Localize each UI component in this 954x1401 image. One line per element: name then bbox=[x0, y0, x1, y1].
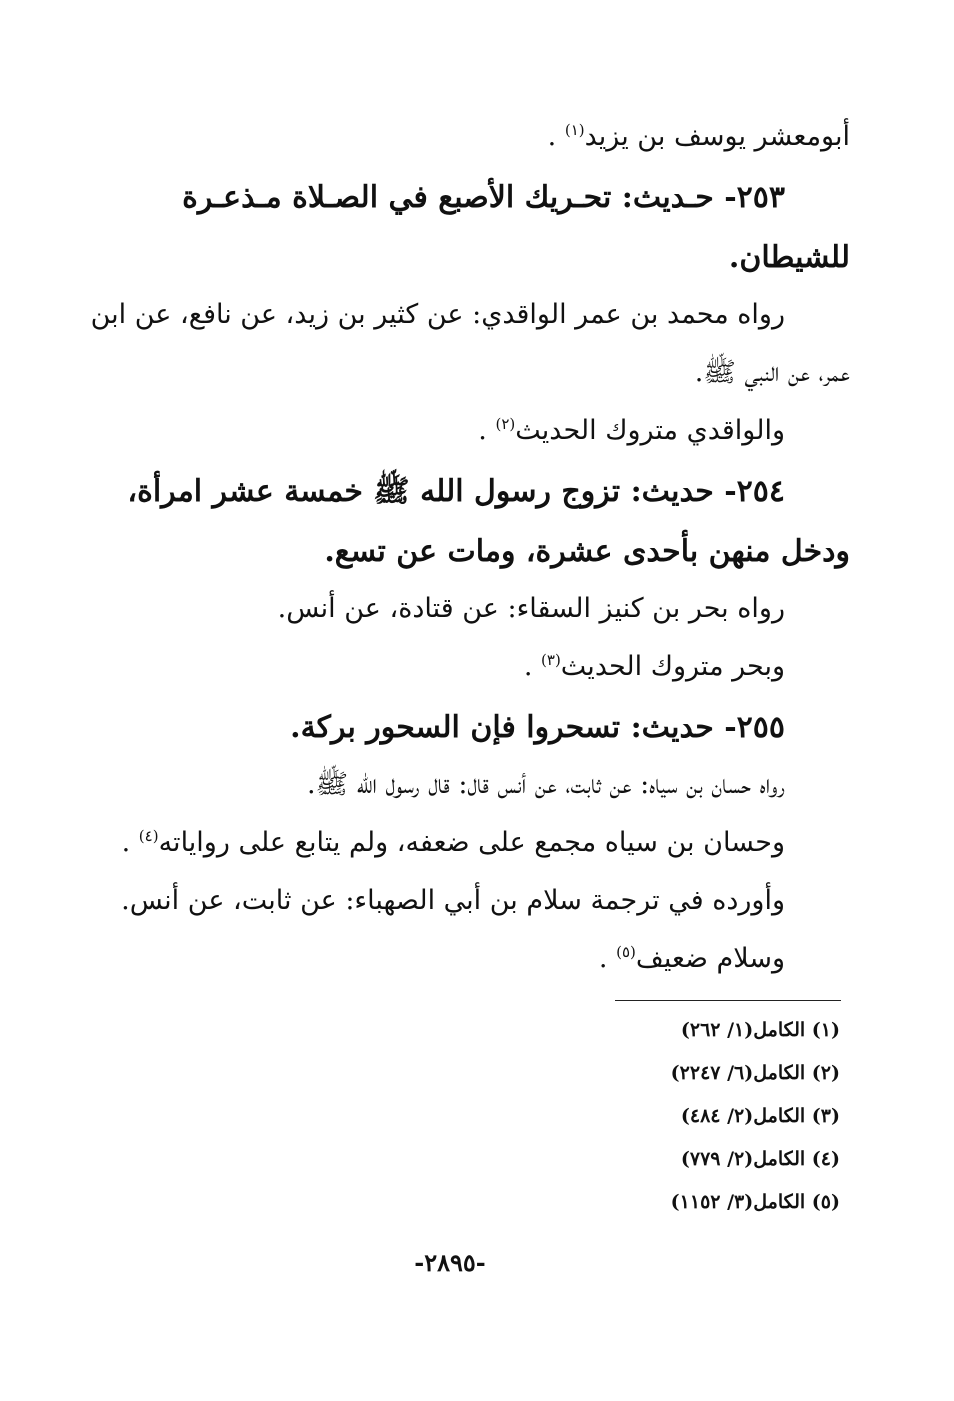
hadith-255-heading bbox=[95, 708, 850, 768]
hadith-255-alt-chain: وأورده في ترجمة سلام بن أبي الصهباء: عن ثابت، عن أنس. bbox=[121, 885, 785, 916]
footnotes bbox=[600, 1015, 840, 1230]
footnote-divider bbox=[615, 1000, 841, 1001]
hadith-254-grading-text: وبحر متروك الحديث bbox=[560, 651, 785, 682]
hadith-253-heading-line-2: للشيطان. bbox=[728, 240, 850, 275]
hadith-254-chain: رواه بحر بن كنيز السقاء: عن قتادة، عن أنس. bbox=[277, 593, 785, 624]
hadith-253-heading-line-1: ٢٥٣- حـديث: تحـريك الأصبع في الصـلاة مـذعـرة bbox=[182, 180, 785, 215]
footnote-ref-2[interactable]: (٢) bbox=[495, 415, 516, 433]
hadith-254-heading-line-2: ودخل منهن بأحدى عشرة، ومات عن تسع. bbox=[324, 534, 850, 569]
hadith-253-heading bbox=[95, 178, 850, 298]
footnote-1: (١) الكامل(١/ ٢٦٢) bbox=[680, 1019, 840, 1041]
hadith-255-chain: رواه حسان بن سياه: عن ثابت، عن أنس قال: قال رسول الله ﷺ. bbox=[306, 769, 785, 800]
hadith-253-grading-text: والواقدي متروك الحديث bbox=[515, 415, 785, 446]
hadith-254-heading-line-1: ٢٥٤- حديث: تزوج رسول الله ﷺ خمسة عشر امرأة، bbox=[127, 474, 785, 509]
intro-end: . bbox=[547, 121, 565, 152]
hadith-253-grading-end: . bbox=[478, 415, 496, 446]
footnote-3: (٣) الكامل(٢/ ٤٨٤) bbox=[680, 1105, 840, 1127]
hadith-254-grading bbox=[95, 650, 850, 708]
hadith-255-grading bbox=[95, 826, 850, 884]
intro-text: أبومعشر يوسف بن يزيد bbox=[584, 121, 850, 152]
hadith-255-alt-grading bbox=[95, 942, 850, 1000]
footnote-2: (٢) الكامل(٦/ ٢٢٤٧) bbox=[670, 1062, 840, 1084]
footnote-ref-5[interactable]: (٥) bbox=[616, 943, 636, 961]
page-body bbox=[90, 120, 850, 1000]
hadith-255-alt-grading-end: . bbox=[598, 943, 617, 974]
page-number: -٢٨٩٥- bbox=[414, 1248, 486, 1277]
hadith-254-grading-end: . bbox=[523, 651, 542, 682]
footnote-ref-1[interactable]: (١) bbox=[564, 121, 585, 139]
hadith-255-grading-end: . bbox=[121, 827, 139, 858]
hadith-253-chain-line-1: رواه محمد بن عمر الواقدي: عن كثير بن زيد، عن نافع، عن ابن bbox=[90, 299, 785, 330]
footnote-ref-3[interactable]: (٣) bbox=[541, 651, 561, 669]
hadith-255-alt-grading-text: وسلام ضعيف bbox=[635, 943, 785, 974]
footnote-ref-4[interactable]: (٤) bbox=[138, 827, 159, 845]
footnote-4: (٤) الكامل(٢/ ٧٧٩) bbox=[680, 1148, 840, 1170]
hadith-254-heading bbox=[95, 472, 850, 592]
intro-line bbox=[95, 120, 850, 178]
hadith-253-grading bbox=[95, 414, 850, 472]
footnote-5: (٥) الكامل(٣/ ١١٥٢) bbox=[670, 1191, 840, 1213]
hadith-255-heading-line-1: ٢٥٥- حديث: تسحروا فإن السحور بركة. bbox=[290, 710, 785, 745]
hadith-255-grading-text: وحسان بن سياه مجمع على ضعفه، ولم يتابع على رواياته bbox=[158, 827, 785, 858]
hadith-253-chain-line-2: عمر، عن النبي ﷺ. bbox=[694, 357, 850, 388]
